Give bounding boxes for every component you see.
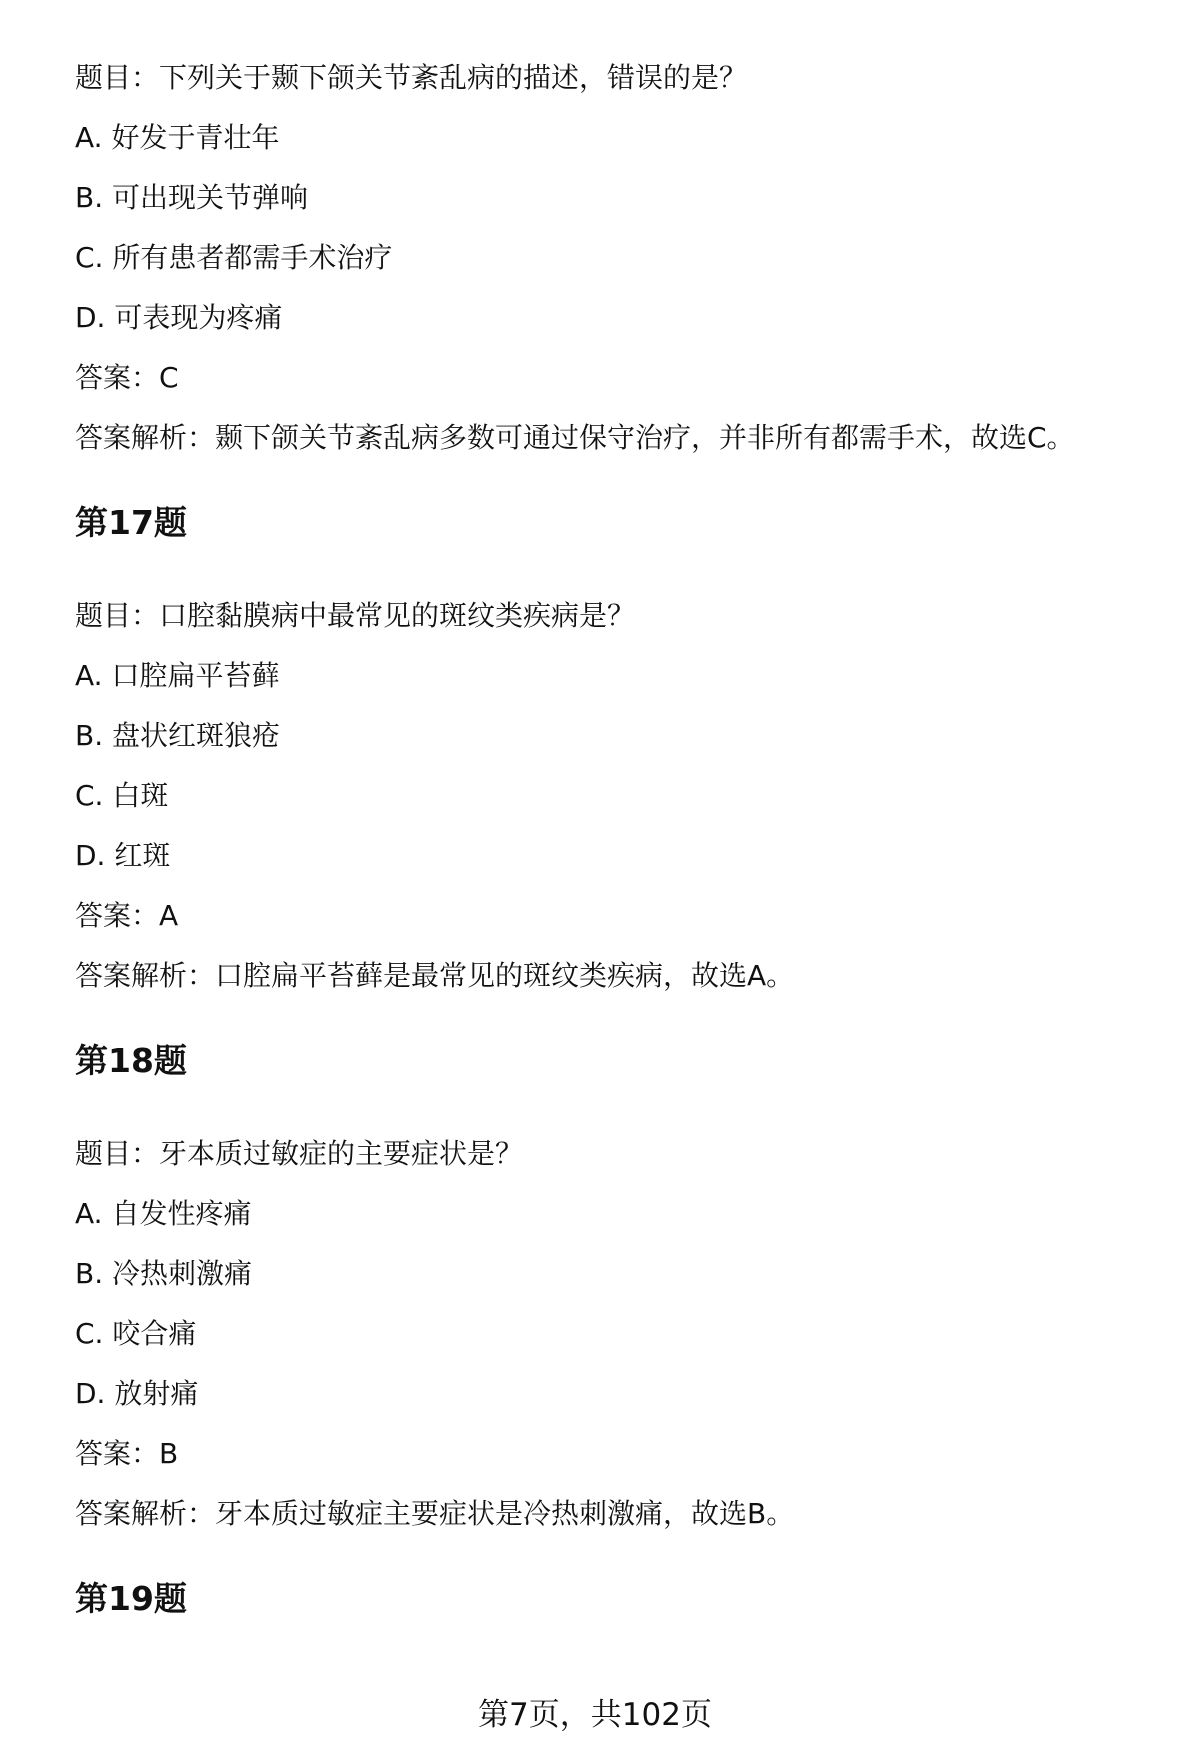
option-a: A. 口腔扁平苔藓 xyxy=(75,659,280,692)
question-block-17 xyxy=(75,500,1155,996)
question-heading: 第19题 xyxy=(75,1579,187,1618)
option-c: C. 所有患者都需手术治疗 xyxy=(75,241,393,274)
answer-text: 答案：A xyxy=(75,899,179,932)
option-c: C. 咬合痛 xyxy=(75,1317,197,1350)
question-block-16 xyxy=(75,58,1155,458)
option-a: A. 好发于青壮年 xyxy=(75,121,280,154)
question-text: 题目：牙本质过敏症的主要症状是？ xyxy=(75,1137,524,1170)
question-block-19 xyxy=(75,1576,1155,1622)
page-indicator: 第7页，共102页 xyxy=(478,1697,712,1733)
question-text: 题目：下列关于颞下颌关节紊乱病的描述，错误的是？ xyxy=(75,61,748,94)
answer-analysis: 答案解析：牙本质过敏症主要症状是冷热刺激痛，故选B。 xyxy=(75,1497,795,1530)
page-content xyxy=(75,58,1155,1672)
option-a: A. 自发性疼痛 xyxy=(75,1197,252,1230)
answer-analysis: 答案解析：颞下颌关节紊乱病多数可通过保守治疗，并非所有都需手术，故选C。 xyxy=(75,421,1075,454)
option-d: D. 红斑 xyxy=(75,839,171,872)
question-heading: 第18题 xyxy=(75,1041,187,1080)
question-block-18 xyxy=(75,1038,1155,1534)
option-d: D. 可表现为疼痛 xyxy=(75,301,283,334)
question-text: 题目：口腔黏膜病中最常见的斑纹类疾病是？ xyxy=(75,599,636,632)
option-b: B. 盘状红斑狼疮 xyxy=(75,719,281,752)
answer-text: 答案：C xyxy=(75,361,179,394)
question-heading: 第17题 xyxy=(75,503,187,542)
option-d: D. 放射痛 xyxy=(75,1377,199,1410)
option-b: B. 冷热刺激痛 xyxy=(75,1257,253,1290)
answer-text: 答案：B xyxy=(75,1437,179,1470)
answer-analysis: 答案解析：口腔扁平苔藓是最常见的斑纹类疾病，故选A。 xyxy=(75,959,795,992)
option-c: C. 白斑 xyxy=(75,779,169,812)
option-b: B. 可出现关节弹响 xyxy=(75,181,309,214)
